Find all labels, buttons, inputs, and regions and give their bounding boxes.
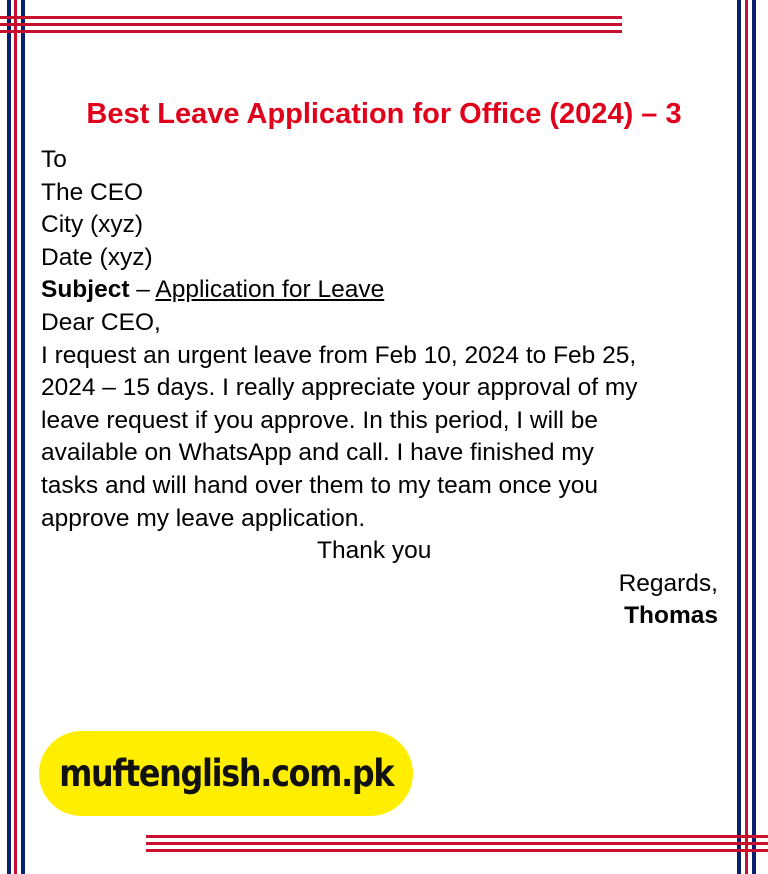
letter-salutation: Dear CEO, bbox=[41, 308, 161, 336]
subject-separator: – bbox=[129, 276, 156, 304]
letter-closing: Regards, bbox=[618, 569, 718, 597]
bottom-stripes bbox=[146, 835, 768, 857]
letter-signature: Thomas bbox=[624, 602, 718, 630]
subject-text: Application for Leave bbox=[155, 276, 385, 304]
letter-recipient: The CEO bbox=[41, 178, 144, 206]
letter-thanks: Thank you bbox=[317, 537, 432, 565]
body-line: available on WhatsApp and call. I have finished my bbox=[41, 439, 594, 467]
letter-subject bbox=[41, 274, 731, 307]
letter-date: Date (xyz) bbox=[41, 243, 153, 271]
body-line: tasks and will hand over them to my team once you bbox=[41, 471, 598, 499]
page-title: Best Leave Application for Office (2024) – 3 bbox=[86, 98, 682, 130]
letter-to: To bbox=[41, 146, 67, 173]
letter-body bbox=[41, 144, 731, 633]
body-line: 2024 – 15 days. I really appreciate your approval of my bbox=[41, 374, 638, 402]
body-line: I request an urgent leave from Feb 10, 2024 to Feb 25, bbox=[41, 341, 637, 369]
top-stripes bbox=[0, 16, 622, 38]
body-line: leave request if you approve. In this period, I will be bbox=[41, 406, 599, 434]
letter-city: City (xyz) bbox=[41, 211, 144, 239]
website-label: muftenglish.com.pk bbox=[58, 752, 394, 795]
subject-label: Subject bbox=[41, 276, 130, 304]
body-line: approve my leave application. bbox=[41, 504, 366, 532]
website-badge bbox=[39, 731, 413, 816]
